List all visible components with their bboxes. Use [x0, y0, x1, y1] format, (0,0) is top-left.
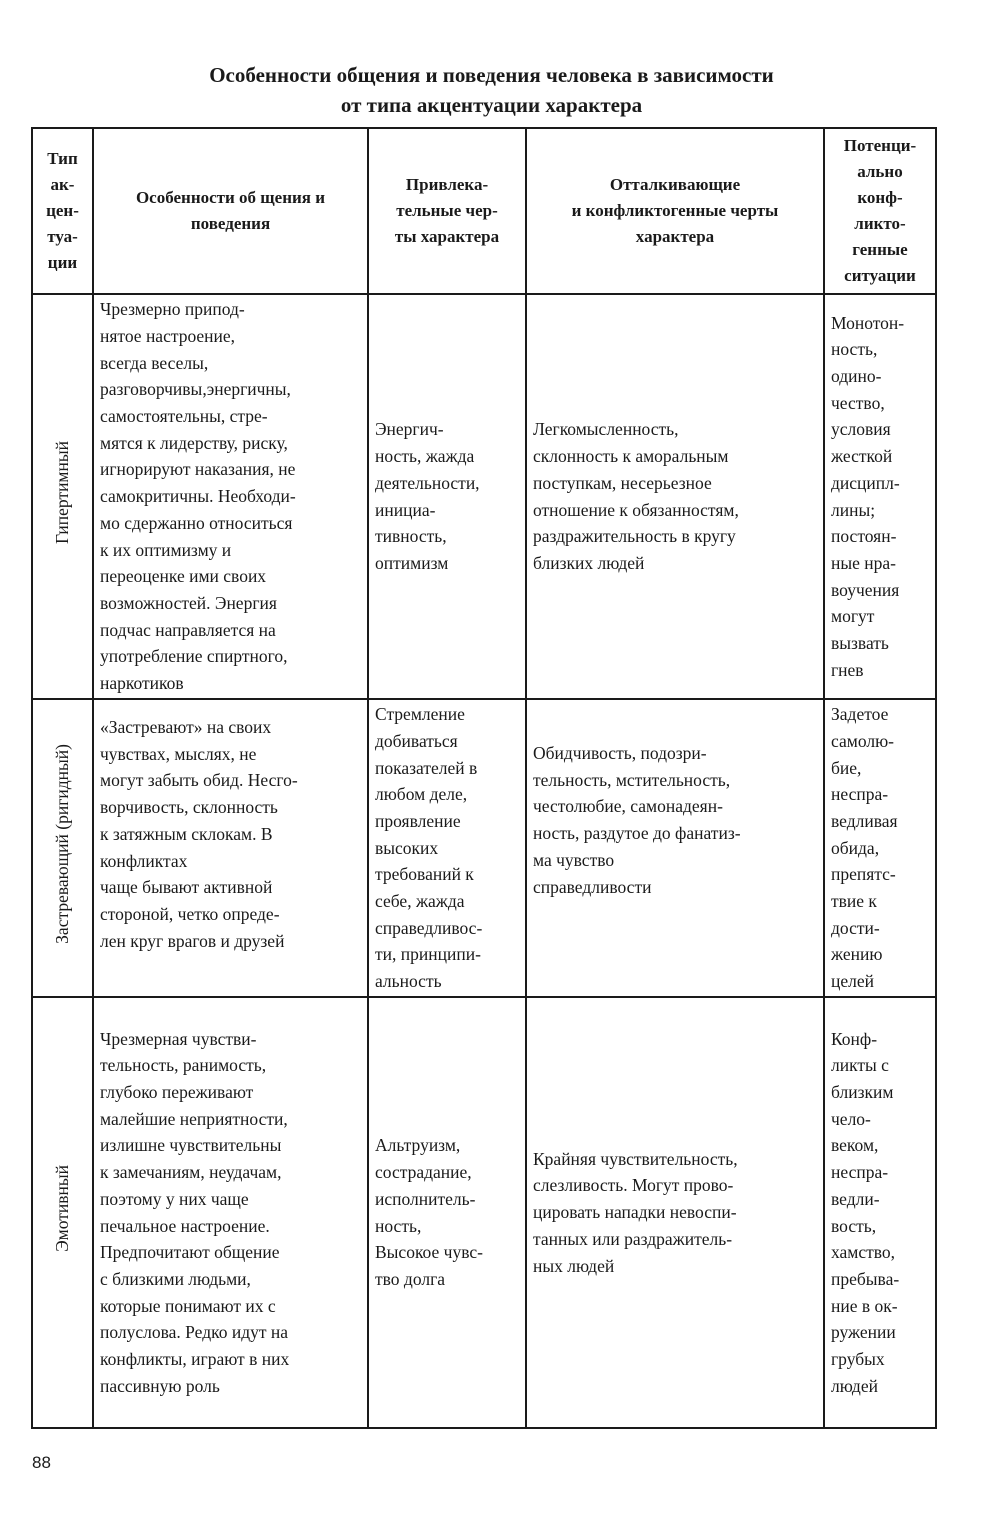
conflict-cell: Конф- ликты с близким чело- веком, неспра- ведли- вость, хамство, пребыва- ние в ок- ружении грубых людей [824, 997, 936, 1428]
header-row [32, 128, 936, 294]
table-row [32, 699, 936, 997]
header-conflict: Потенци- ально конф- ликто- генные ситуации [824, 128, 936, 294]
header-attractive: Привлека- тельные чер- ты характера [368, 128, 526, 294]
attractive-cell: Стремление добиваться показателей в любом деле, проявление высоких требований к себе, жажда справедливос- ти, принципи- альность [368, 699, 526, 997]
title-line-2: от типа акцентуации характера [340, 93, 643, 117]
conflict-cell: Монотон- ность, одино- чество, условия жесткой дисципл- лины; постоян- ные нра- воучения могут вызвать гнев [824, 294, 936, 699]
type-label: Гипертимный [52, 441, 73, 545]
type-cell [32, 294, 93, 699]
page-number: 88 [32, 1453, 51, 1472]
behavior-cell: Чрезмерно припод- нятое настроение, всегда веселы, разговорчивы,энергичны, самостоятельны, стре- мятся к лидерству, риску, игнорируют наказания, не самокритичны. Необходи- мо сдержанно относиться к их оптимизму и переоценке ими своих возможностей. Энергия подчас направляется на употребление спиртного, наркотиков [93, 294, 368, 699]
attractive-cell: Энергич- ность, жажда деятельности, инициа- тивность, оптимизм [368, 294, 526, 699]
table-title [40, 60, 943, 120]
header-type: Тип ак- цен- туа- ции [32, 128, 93, 294]
conflict-cell: Задетое самолю- бие, неспра- ведливая обида, препятс- твие к дости- жению целей [824, 699, 936, 997]
repulsive-cell: Крайняя чувствительность, слезливость. Могут прово- цировать нападки невоспи- танных или раздражитель- ных людей [526, 997, 824, 1428]
table-row [32, 997, 936, 1428]
behavior-cell: Чрезмерная чувстви- тельность, ранимость, глубоко переживают малейшие неприятности, излишне чувствительны к замечаниям, неудачам, поэтому у них чаще печальное настроение. Предпочитают общение с близкими людьми, которые понимают их с полуслова. Редко идут на конфликты, играют в них пассивную роль [93, 997, 368, 1428]
title-line-1: Особенности общения и поведения человека в зависимости [209, 63, 774, 87]
attractive-cell: Альтруизм, сострадание, исполнитель- ность, Высокое чувс- тво долга [368, 997, 526, 1428]
type-cell [32, 997, 93, 1428]
header-behavior: Особенности об щения и поведения [93, 128, 368, 294]
repulsive-cell: Легкомысленность, склонность к аморальным поступкам, несерьезное отношение к обязанностям, раздражительность в кругу близких людей [526, 294, 824, 699]
type-label: Застревающий (ригидный) [52, 744, 73, 945]
table-row [32, 294, 936, 699]
repulsive-cell: Обидчивость, подозри- тельность, мстительность, честолюбие, самонадеян- ность, раздутое до фанатиз- ма чувство справедливости [526, 699, 824, 997]
type-label: Эмотивный [52, 1165, 73, 1253]
type-cell [32, 699, 93, 997]
header-repulsive: Отталкивающие и конфликтогенные черты характера [526, 128, 824, 294]
accentuation-table [31, 127, 937, 1429]
behavior-cell: «Застревают» на своих чувствах, мыслях, не могут забыть обид. Несго- ворчивость, склонность к затяжным склокам. В конфликтах чаще бывают активной стороной, четко опреде- лен круг врагов и друзей [93, 699, 368, 997]
